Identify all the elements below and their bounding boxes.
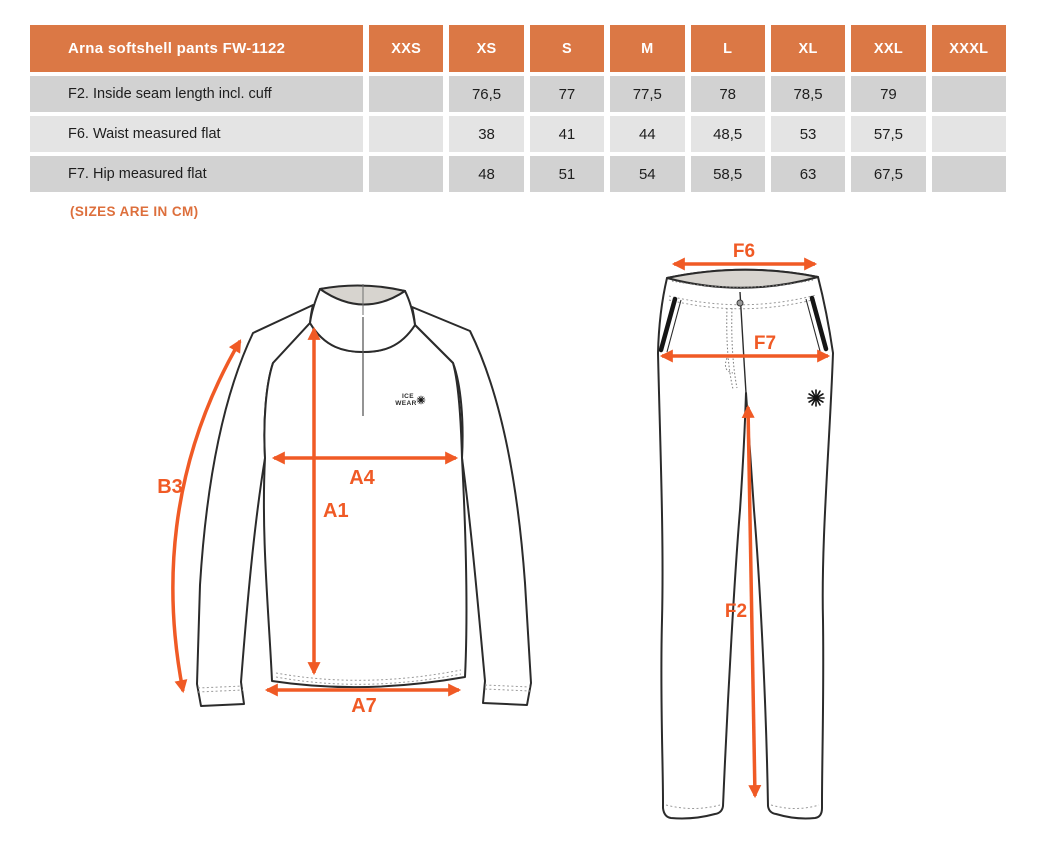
measurement-label-f7: F7 <box>753 333 777 354</box>
value-cell: 38 <box>449 116 523 152</box>
size-header-l: L <box>691 25 765 72</box>
product-title-cell: Arna softshell pants FW-1122 <box>30 25 363 72</box>
measurement-label-f6: F6 <box>732 241 756 262</box>
pants-body <box>658 270 833 819</box>
value-cell: 41 <box>530 116 604 152</box>
size-header-xxxl: XXXL <box>932 25 1006 72</box>
value-cell: 78,5 <box>771 76 845 112</box>
value-cell: 53 <box>771 116 845 152</box>
value-cell: 58,5 <box>691 156 765 192</box>
measurement-label-a1: A1 <box>323 500 349 522</box>
value-cell <box>369 116 443 152</box>
row-f2-inseam-label: F2. Inside seam length incl. cuff <box>30 76 363 112</box>
value-cell: 67,5 <box>851 156 925 192</box>
pants-diagram <box>630 240 890 840</box>
measurement-label-a7: A7 <box>351 695 377 717</box>
size-header-xxl: XXL <box>851 25 925 72</box>
value-cell: 77 <box>530 76 604 112</box>
size-header-xxs: XXS <box>369 25 443 72</box>
value-cell: 48 <box>449 156 523 192</box>
value-cell: 48,5 <box>691 116 765 152</box>
value-cell: 44 <box>610 116 684 152</box>
size-header-xs: XS <box>449 25 523 72</box>
shirt-body <box>264 323 467 687</box>
size-header-s: S <box>530 25 604 72</box>
measurement-label-f2: F2 <box>724 601 748 622</box>
value-cell: 63 <box>771 156 845 192</box>
size-table <box>30 25 1006 192</box>
logo-text-wear: WEAR <box>395 400 417 407</box>
row-f7-hip-label: F7. Hip measured flat <box>30 156 363 192</box>
value-cell: 76,5 <box>449 76 523 112</box>
measurement-label-b3: B3 <box>157 476 183 498</box>
value-cell: 51 <box>530 156 604 192</box>
shirt-diagram <box>150 253 590 743</box>
measurement-label-a4: A4 <box>349 467 375 489</box>
value-cell <box>369 156 443 192</box>
value-cell <box>932 76 1006 112</box>
logo-text-ice: ICE <box>401 393 415 400</box>
waist-button <box>737 300 743 306</box>
size-chart-note: (SIZES ARE IN CM) <box>70 204 199 219</box>
value-cell <box>932 156 1006 192</box>
size-header-xl: XL <box>771 25 845 72</box>
value-cell: 79 <box>851 76 925 112</box>
value-cell: 57,5 <box>851 116 925 152</box>
value-cell: 77,5 <box>610 76 684 112</box>
size-header-m: M <box>610 25 684 72</box>
value-cell: 78 <box>691 76 765 112</box>
value-cell <box>932 116 1006 152</box>
value-cell <box>369 76 443 112</box>
row-f6-waist-label: F6. Waist measured flat <box>30 116 363 152</box>
value-cell: 54 <box>610 156 684 192</box>
